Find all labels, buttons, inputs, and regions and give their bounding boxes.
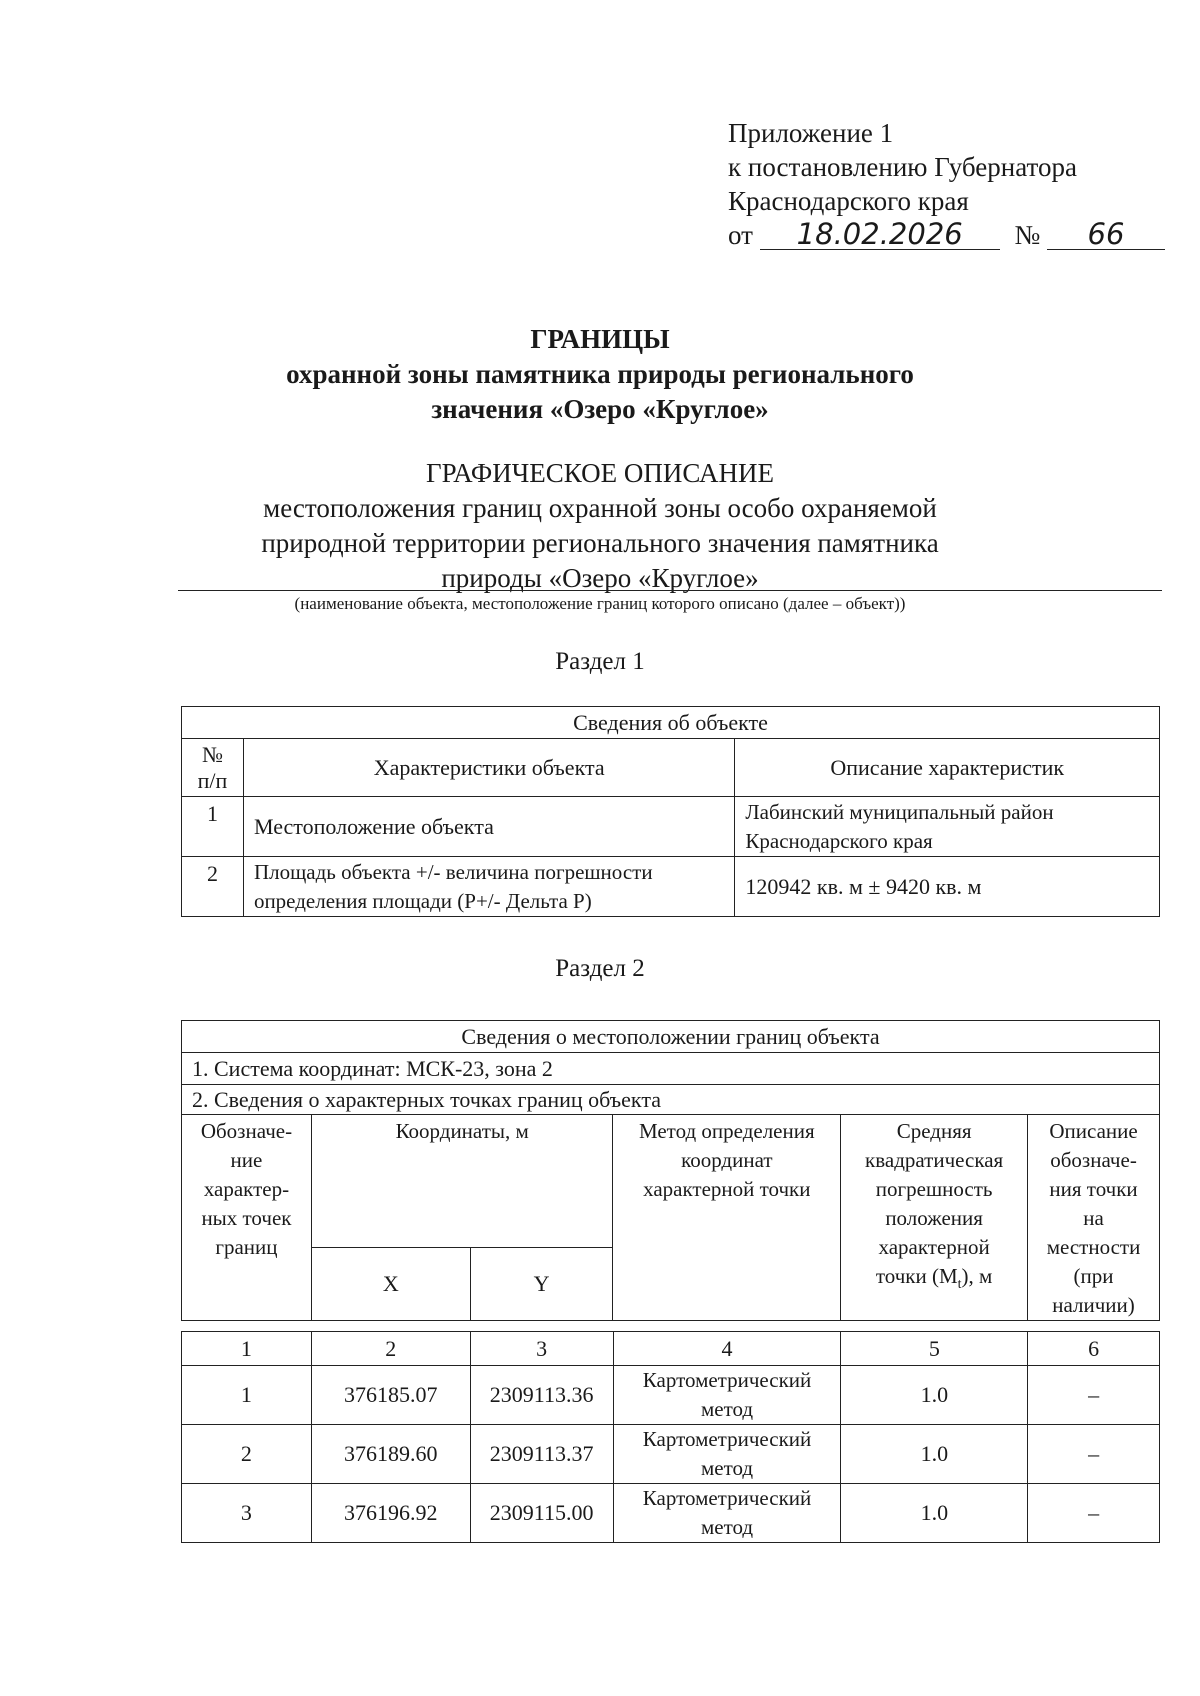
object-caption: (наименование объекта, местоположение границ которого описано (далее – объект)) (294, 594, 906, 613)
col-desc-header: Описание характеристик (735, 739, 1160, 797)
column-number: 2 (311, 1332, 470, 1366)
point-desc: – (1028, 1366, 1160, 1425)
point-desc: – (1028, 1425, 1160, 1484)
table-row (182, 1425, 1160, 1484)
graphic-heading: ГРАФИЧЕСКОЕ ОПИСАНИЕ (425, 458, 775, 488)
coord-system-row: 1. Система координат: МСК-23, зона 2 (182, 1053, 1160, 1085)
column-number: 1 (182, 1332, 312, 1366)
title-line-2: охранной зоны памятника природы регионального (286, 359, 914, 389)
table-header: Сведения об объекте (182, 707, 1160, 739)
graphic-description (0, 456, 1200, 596)
col-char-header: Характеристики объекта (243, 739, 734, 797)
annex-line-2: к постановлению Губернатора (728, 152, 1077, 182)
col-point-id-header: Обозначе- ние характер- ных точек границ (182, 1115, 312, 1321)
point-x: 376189.60 (311, 1425, 470, 1484)
point-desc: – (1028, 1484, 1160, 1543)
from-label: от (728, 220, 753, 250)
row-desc: 120942 кв. м ± 9420 кв. м (735, 857, 1160, 917)
point-x: 376196.92 (311, 1484, 470, 1543)
row-char: Местоположение объекта (243, 797, 734, 857)
section-2-title: Раздел 2 (555, 955, 645, 982)
col-coords-header: Координаты, м (311, 1115, 613, 1248)
handwritten-number: 66 (1047, 219, 1165, 250)
document-title (0, 322, 1200, 427)
number-label: № (1014, 220, 1041, 250)
col-location-desc-header: Описание обозначе- ния точки на местности (при наличии) (1028, 1115, 1160, 1321)
annex-line-1: Приложение 1 (728, 118, 894, 148)
underline-rule (178, 590, 1162, 591)
col-x-header: X (311, 1248, 470, 1321)
column-number: 3 (470, 1332, 613, 1366)
point-error: 1.0 (841, 1484, 1028, 1543)
point-id: 1 (182, 1366, 312, 1425)
column-number-row (182, 1332, 1160, 1366)
section-1-title: Раздел 1 (555, 648, 645, 675)
point-y: 2309113.36 (470, 1366, 613, 1425)
col-method-header: Метод определения координат характерной точки (613, 1115, 841, 1321)
point-method: Картометрический метод (613, 1425, 841, 1484)
point-id: 2 (182, 1425, 312, 1484)
table-row (182, 1366, 1160, 1425)
point-x: 376185.07 (311, 1366, 470, 1425)
annex-date-line (728, 218, 1165, 252)
title-line-3: значения «Озеро «Круглое» (431, 394, 769, 424)
col-num-header: № п/п (182, 739, 244, 797)
boundary-info-table (181, 1020, 1160, 1321)
col-y-header: Y (470, 1248, 613, 1321)
table-row (182, 857, 1160, 917)
point-error: 1.0 (841, 1425, 1028, 1484)
column-number: 4 (613, 1332, 841, 1366)
boundary-points-table (181, 1331, 1160, 1543)
handwritten-date: 18.02.2026 (760, 219, 1000, 250)
graphic-line-1: местоположения границ охранной зоны особо охраняемой (263, 493, 937, 523)
title-line-1: ГРАНИЦЫ (530, 324, 670, 354)
annex-header (728, 116, 1165, 252)
row-num: 1 (182, 797, 244, 857)
row-desc: Лабинский муниципальный район Краснодарского края (735, 797, 1160, 857)
point-error: 1.0 (841, 1366, 1028, 1425)
point-id: 3 (182, 1484, 312, 1543)
column-number: 6 (1028, 1332, 1160, 1366)
row-num: 2 (182, 857, 244, 917)
table-row (182, 1484, 1160, 1543)
graphic-line-2: природной территории регионального значения памятника (261, 528, 939, 558)
points-header-row: 2. Сведения о характерных точках границ объекта (182, 1085, 1160, 1115)
point-method: Картометрический метод (613, 1366, 841, 1425)
annex-line-3: Краснодарского края (728, 186, 969, 216)
graphic-line-3: природы «Озеро «Круглое» (441, 563, 759, 593)
point-method: Картометрический метод (613, 1484, 841, 1543)
point-y: 2309115.00 (470, 1484, 613, 1543)
table-header: Сведения о местоположении границ объекта (182, 1021, 1160, 1053)
column-number: 5 (841, 1332, 1028, 1366)
object-info-table (181, 706, 1160, 917)
table-row (182, 797, 1160, 857)
row-char: Площадь объекта +/- величина погрешности определения площади (Р+/- Дельта Р) (243, 857, 734, 917)
col-error-header: Средняя квадратическая погрешность положения характерной точки $(М_t)$, м (841, 1115, 1028, 1321)
point-y: 2309113.37 (470, 1425, 613, 1484)
